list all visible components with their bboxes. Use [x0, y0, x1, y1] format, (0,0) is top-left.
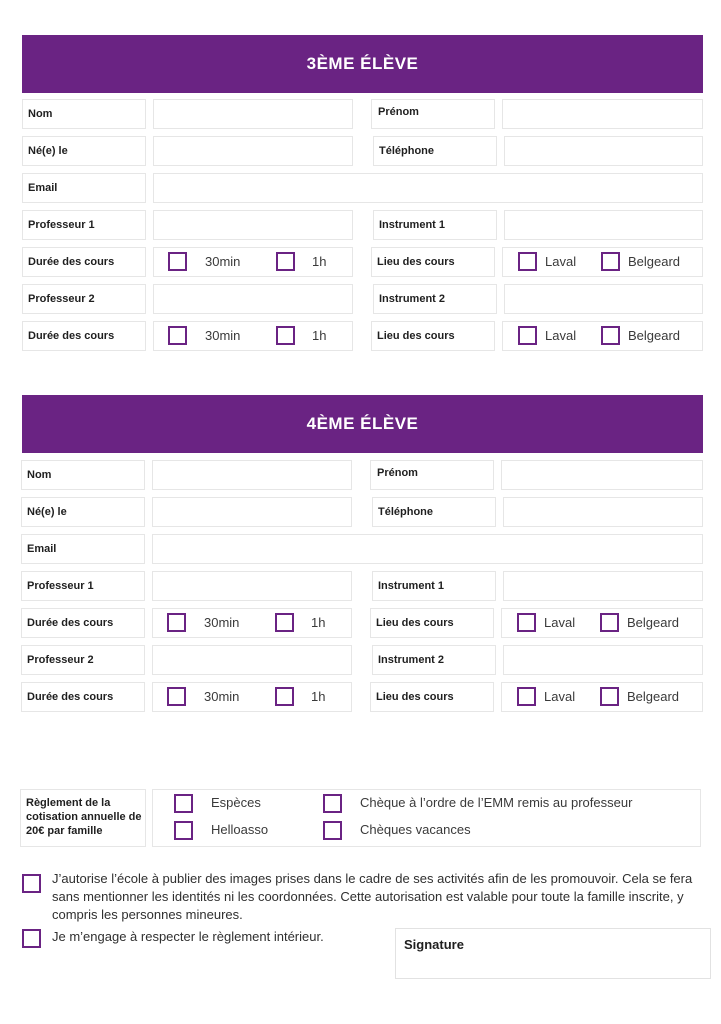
prenom-label: Prénom — [377, 467, 418, 479]
telephone-input[interactable] — [503, 497, 703, 527]
instrument1-label-cell — [372, 571, 496, 601]
professeur1-input[interactable] — [152, 571, 352, 601]
lieu1-belgeard-label: Belgeard — [628, 254, 681, 269]
lieu2-laval-checkbox[interactable] — [517, 687, 536, 706]
ne-le-label-cell — [22, 136, 146, 166]
payment-cheques-vacances-label: Chèques vacances — [360, 822, 471, 837]
payment-label: Règlement de la cotisation annuelle de 20€ par famille — [20, 789, 146, 847]
payment-especes-checkbox[interactable] — [174, 794, 193, 813]
lieu2-belgeard-checkbox[interactable] — [601, 326, 620, 345]
duree2-1h-checkbox[interactable] — [275, 687, 294, 706]
professeur2-label: Professeur 2 — [27, 654, 94, 666]
duree1-30min-checkbox[interactable] — [167, 613, 186, 632]
lieu1-belgeard-checkbox[interactable] — [601, 252, 620, 271]
lieu2-laval-checkbox[interactable] — [518, 326, 537, 345]
lieu1-laval-label: Laval — [545, 254, 577, 269]
prenom-input[interactable] — [502, 99, 703, 129]
instrument1-input[interactable] — [503, 571, 703, 601]
duree1-30min-checkbox[interactable] — [168, 252, 187, 271]
professeur2-input[interactable] — [152, 645, 352, 675]
ne-le-input[interactable] — [153, 136, 353, 166]
image-authorization-text: J’autorise l’école à publier des images prises dans le cadre de ses activités afin de les promouvoir. Cela se fera sans mentionner les identités ni les coordonnées. Cette autorisation est valable pour toute la famille inscrite, y compris les personnes mineures. — [52, 871, 693, 922]
nom-label-cell — [21, 460, 145, 490]
duree1-1h-label: 1h — [311, 615, 326, 630]
lieu1-belgeard-checkbox[interactable] — [600, 613, 619, 632]
duree1-label: Durée des cours — [28, 256, 115, 268]
instrument1-input[interactable] — [504, 210, 703, 240]
nom-input[interactable] — [153, 99, 353, 129]
prenom-label-cell — [371, 99, 495, 129]
duree1-1h-label: 1h — [312, 254, 327, 269]
prenom-input[interactable] — [501, 460, 703, 490]
lieu1-belgeard-label: Belgeard — [627, 615, 680, 630]
duree2-30min-checkbox[interactable] — [167, 687, 186, 706]
payment-cheques-vacances-checkbox[interactable] — [323, 821, 342, 840]
professeur1-label-cell — [22, 210, 146, 240]
professeur2-label: Professeur 2 — [28, 293, 95, 305]
professeur1-label: Professeur 1 — [27, 580, 94, 592]
telephone-input[interactable] — [504, 136, 703, 166]
duree2-1h-checkbox[interactable] — [276, 326, 295, 345]
lieu1-label-cell — [370, 608, 494, 638]
signature-label: Signature — [404, 937, 464, 952]
duree1-30min-label: 30min — [204, 615, 240, 630]
payment-especes-label: Espèces — [211, 795, 261, 810]
duree2-30min-checkbox[interactable] — [168, 326, 187, 345]
reglement-checkbox[interactable] — [22, 929, 41, 948]
lieu1-label: Lieu des cours — [377, 256, 455, 268]
instrument2-label: Instrument 2 — [379, 293, 446, 305]
image-authorization-checkbox[interactable] — [22, 874, 41, 893]
lieu2-belgeard-label: Belgeard — [627, 689, 680, 704]
lieu2-label-cell — [370, 682, 494, 712]
instrument1-label: Instrument 1 — [379, 219, 446, 231]
lieu2-belgeard-checkbox[interactable] — [600, 687, 619, 706]
prenom-label: Prénom — [378, 106, 419, 118]
prenom-label-cell — [370, 460, 494, 490]
student-4-banner: 4ÈME ÉLÈVE — [22, 395, 703, 453]
professeur2-label-cell — [21, 645, 145, 675]
lieu2-belgeard-label: Belgeard — [628, 328, 681, 343]
payment-cheque-label: Chèque à l’ordre de l’EMM remis au professeur — [360, 795, 633, 810]
ne-le-label: Né(e) le — [28, 145, 68, 157]
duree2-1h-label: 1h — [311, 689, 326, 704]
email-input[interactable] — [153, 173, 703, 203]
instrument2-label: Instrument 2 — [378, 654, 445, 666]
ne-le-input[interactable] — [152, 497, 352, 527]
ne-le-label: Né(e) le — [27, 506, 67, 518]
lieu1-label-cell — [371, 247, 495, 277]
telephone-label-cell — [372, 497, 496, 527]
duree1-1h-checkbox[interactable] — [275, 613, 294, 632]
duree1-label-cell — [21, 608, 145, 638]
professeur2-label-cell — [22, 284, 146, 314]
telephone-label: Téléphone — [378, 506, 434, 518]
student-3-banner: 3ÈME ÉLÈVE — [22, 35, 703, 93]
instrument2-input[interactable] — [503, 645, 703, 675]
lieu2-label: Lieu des cours — [377, 330, 455, 342]
instrument2-label-cell — [373, 284, 497, 314]
reglement-text: Je m’engage à respecter le règlement intérieur. — [52, 929, 324, 944]
nom-label: Nom — [28, 108, 53, 120]
duree2-label: Durée des cours — [28, 330, 115, 342]
email-label: Email — [27, 543, 57, 555]
duree2-1h-label: 1h — [312, 328, 327, 343]
professeur2-input[interactable] — [153, 284, 353, 314]
duree1-1h-checkbox[interactable] — [276, 252, 295, 271]
professeur1-input[interactable] — [153, 210, 353, 240]
instrument2-input[interactable] — [504, 284, 703, 314]
duree2-label-cell — [21, 682, 145, 712]
telephone-label: Téléphone — [379, 145, 435, 157]
instrument1-label: Instrument 1 — [378, 580, 445, 592]
lieu1-label: Lieu des cours — [376, 617, 454, 629]
email-label-cell — [21, 534, 145, 564]
instrument1-label-cell — [373, 210, 497, 240]
professeur1-label: Professeur 1 — [28, 219, 95, 231]
lieu1-laval-checkbox[interactable] — [517, 613, 536, 632]
professeur1-label-cell — [21, 571, 145, 601]
lieu2-label: Lieu des cours — [376, 691, 454, 703]
duree2-30min-label: 30min — [204, 689, 240, 704]
payment-helloasso-label: Helloasso — [211, 822, 269, 837]
signature-field[interactable] — [395, 928, 711, 979]
ne-le-label-cell — [21, 497, 145, 527]
nom-input[interactable] — [152, 460, 352, 490]
lieu1-laval-label: Laval — [544, 615, 576, 630]
email-label-cell — [22, 173, 146, 203]
lieu2-laval-label: Laval — [545, 328, 577, 343]
payment-cheque-checkbox[interactable] — [323, 794, 342, 813]
duree1-label: Durée des cours — [27, 617, 114, 629]
lieu2-laval-label: Laval — [544, 689, 576, 704]
instrument2-label-cell — [372, 645, 496, 675]
lieu2-label-cell — [371, 321, 495, 351]
nom-label: Nom — [27, 469, 52, 481]
duree2-30min-label: 30min — [205, 328, 241, 343]
duree1-30min-label: 30min — [205, 254, 241, 269]
email-input[interactable] — [152, 534, 703, 564]
lieu1-laval-checkbox[interactable] — [518, 252, 537, 271]
payment-helloasso-checkbox[interactable] — [174, 821, 193, 840]
duree2-label: Durée des cours — [27, 691, 114, 703]
telephone-label-cell — [373, 136, 497, 166]
duree2-label-cell — [22, 321, 146, 351]
duree1-label-cell — [22, 247, 146, 277]
email-label: Email — [28, 182, 58, 194]
nom-label-cell — [22, 99, 146, 129]
